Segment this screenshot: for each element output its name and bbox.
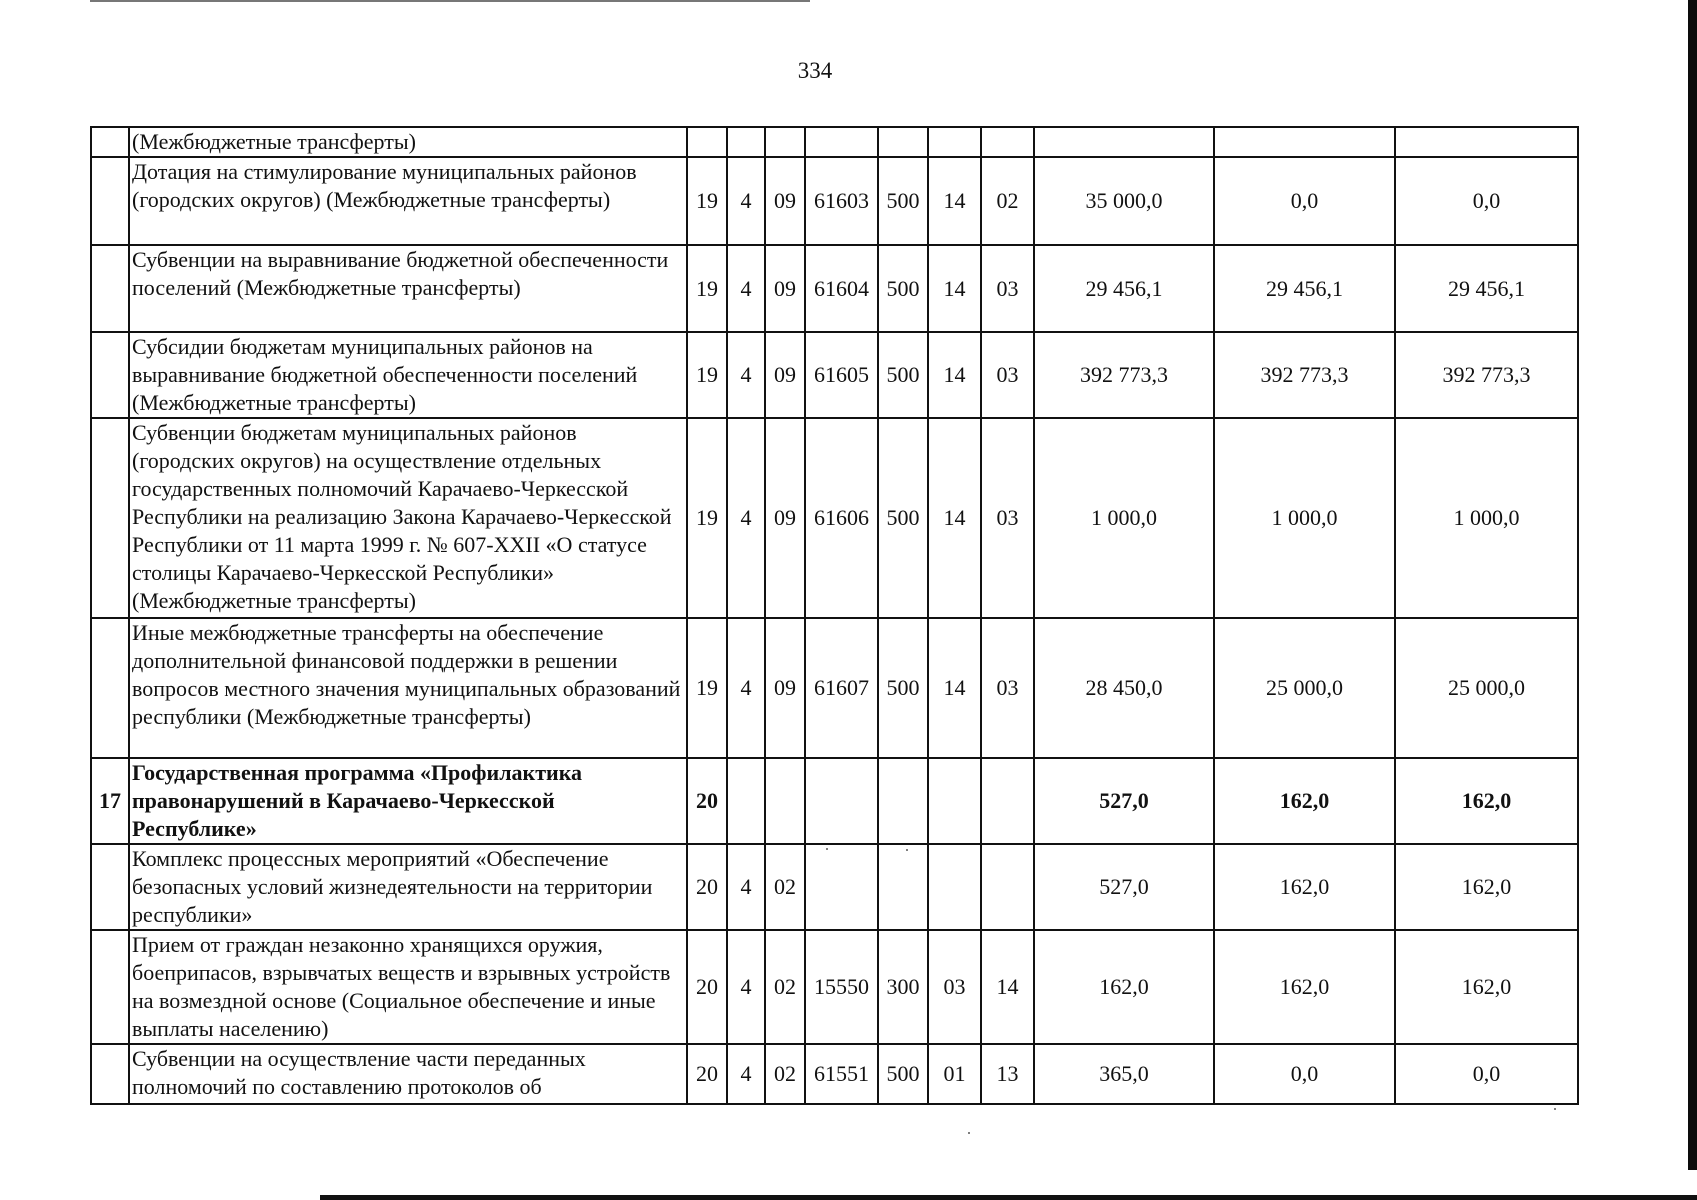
table-row <box>91 418 1578 618</box>
amount-cell: 29 456,1 <box>1395 245 1578 332</box>
code-cell: 14 <box>928 618 981 758</box>
amount-cell: 527,0 <box>1034 844 1214 930</box>
code-cell: 09 <box>765 618 805 758</box>
row-number <box>91 157 129 245</box>
code-cell: 03 <box>981 618 1034 758</box>
code-cell: 500 <box>878 157 928 245</box>
table-row <box>91 127 1578 157</box>
item-name: Субвенции бюджетам муниципальных районов (городских округов) на осуществление отдельных государственных полномочий Карачаево-Черкесской Республики на реализацию Закона Карачаево-Черкесской Республики от 11 марта 1999 г. № 607-XXII «О статусе столицы Карачаево-Черкесской Республики» (Межбюджетные трансферты) <box>129 418 687 618</box>
row-number <box>91 930 129 1044</box>
code-cell: 20 <box>687 844 727 930</box>
table-row <box>91 930 1578 1044</box>
amount-cell: 1 000,0 <box>1034 418 1214 618</box>
table-row <box>91 332 1578 418</box>
item-name: Прием от граждан незаконно хранящихся оружия, боеприпасов, взрывчатых веществ и взрывных устройств на возмездной основе (Социальное обеспечение и иные выплаты населению) <box>129 930 687 1044</box>
code-cell: 4 <box>727 245 765 332</box>
code-cell <box>878 844 928 930</box>
amount-cell: 392 773,3 <box>1034 332 1214 418</box>
code-cell: 14 <box>928 245 981 332</box>
code-cell: 03 <box>981 245 1034 332</box>
code-cell: 19 <box>687 618 727 758</box>
amount-cell: 29 456,1 <box>1034 245 1214 332</box>
code-cell <box>765 127 805 157</box>
row-number <box>91 418 129 618</box>
code-cell: 61603 <box>805 157 878 245</box>
item-name: Субвенции на осуществление части переданных полномочий по составлению протоколов об <box>129 1044 687 1104</box>
table-row <box>91 618 1578 758</box>
code-cell: 03 <box>981 418 1034 618</box>
amount-cell: 0,0 <box>1214 1044 1395 1104</box>
item-name: Комплекс процессных мероприятий «Обеспечение безопасных условий жизнедеятельности на территории республики» <box>129 844 687 930</box>
amount-cell: 162,0 <box>1214 758 1395 844</box>
code-cell: 19 <box>687 418 727 618</box>
amount-cell: 25 000,0 <box>1214 618 1395 758</box>
amount-cell: 392 773,3 <box>1395 332 1578 418</box>
table-row-program <box>91 758 1578 844</box>
amount-cell: 527,0 <box>1034 758 1214 844</box>
scan-speck <box>1554 1108 1556 1110</box>
code-cell: 03 <box>928 930 981 1044</box>
code-cell: 03 <box>981 332 1034 418</box>
table-row <box>91 844 1578 930</box>
amount-cell: 162,0 <box>1395 930 1578 1044</box>
code-cell <box>727 758 765 844</box>
scan-edge-right <box>1688 0 1697 1170</box>
code-cell <box>765 758 805 844</box>
code-cell: 61606 <box>805 418 878 618</box>
code-cell: 09 <box>765 245 805 332</box>
code-cell: 4 <box>727 930 765 1044</box>
row-number: 17 <box>91 758 129 844</box>
item-name: Субвенции на выравнивание бюджетной обеспеченности поселений (Межбюджетные трансферты) <box>129 245 687 332</box>
amount-cell: 1 000,0 <box>1395 418 1578 618</box>
code-cell: 4 <box>727 332 765 418</box>
code-cell: 500 <box>878 245 928 332</box>
budget-table <box>90 126 1579 1105</box>
code-cell <box>981 758 1034 844</box>
item-name: Иные межбюджетные трансферты на обеспечение дополнительной финансовой поддержки в решении вопросов местного значения муниципальных образований республики (Межбюджетные трансферты) <box>129 618 687 758</box>
amount-cell: 29 456,1 <box>1214 245 1395 332</box>
code-cell <box>981 844 1034 930</box>
code-cell: 61607 <box>805 618 878 758</box>
code-cell: 61605 <box>805 332 878 418</box>
code-cell: 19 <box>687 157 727 245</box>
table-row <box>91 1044 1578 1104</box>
code-cell: 14 <box>928 418 981 618</box>
code-cell <box>805 844 878 930</box>
code-cell: 01 <box>928 1044 981 1104</box>
amount-cell: 162,0 <box>1214 844 1395 930</box>
code-cell: 13 <box>981 1044 1034 1104</box>
code-cell: 20 <box>687 758 727 844</box>
code-cell: 61551 <box>805 1044 878 1104</box>
code-cell: 15550 <box>805 930 878 1044</box>
item-name: Субсидии бюджетам муниципальных районов на выравнивание бюджетной обеспеченности поселений (Межбюджетные трансферты) <box>129 332 687 418</box>
code-cell <box>928 127 981 157</box>
code-cell: 14 <box>928 332 981 418</box>
code-cell: 02 <box>981 157 1034 245</box>
code-cell: 02 <box>765 930 805 1044</box>
code-cell <box>928 844 981 930</box>
amount-cell: 392 773,3 <box>1214 332 1395 418</box>
amount-cell: 162,0 <box>1395 758 1578 844</box>
scan-speck <box>968 1132 970 1134</box>
amount-cell: 1 000,0 <box>1214 418 1395 618</box>
row-number <box>91 127 129 157</box>
code-cell: 500 <box>878 332 928 418</box>
code-cell: 19 <box>687 332 727 418</box>
code-cell: 02 <box>765 1044 805 1104</box>
item-name: (Межбюджетные трансферты) <box>129 127 687 157</box>
amount-cell: 162,0 <box>1034 930 1214 1044</box>
code-cell: 500 <box>878 418 928 618</box>
code-cell <box>878 758 928 844</box>
scan-speck <box>906 849 908 851</box>
code-cell: 4 <box>727 1044 765 1104</box>
amount-cell <box>1395 127 1578 157</box>
code-cell: 09 <box>765 418 805 618</box>
page-number: 334 <box>797 58 833 83</box>
row-number <box>91 1044 129 1104</box>
code-cell: 20 <box>687 930 727 1044</box>
code-cell: 61604 <box>805 245 878 332</box>
amount-cell: 28 450,0 <box>1034 618 1214 758</box>
code-cell: 4 <box>727 157 765 245</box>
code-cell: 4 <box>727 618 765 758</box>
amount-cell: 0,0 <box>1395 157 1578 245</box>
program-name: Государственная программа «Профилактика правонарушений в Карачаево-Черкесской Республике» <box>129 758 687 844</box>
item-name: Дотация на стимулирование муниципальных районов (городских округов) (Межбюджетные трансферты) <box>129 157 687 245</box>
code-cell: 4 <box>727 418 765 618</box>
amount-cell: 35 000,0 <box>1034 157 1214 245</box>
row-number <box>91 332 129 418</box>
row-number <box>91 844 129 930</box>
code-cell: 500 <box>878 618 928 758</box>
code-cell <box>805 127 878 157</box>
amount-cell: 365,0 <box>1034 1044 1214 1104</box>
code-cell: 20 <box>687 1044 727 1104</box>
code-cell: 4 <box>727 844 765 930</box>
table-row <box>91 157 1578 245</box>
scan-speck <box>826 848 828 850</box>
scan-edge-top <box>90 0 810 2</box>
amount-cell: 0,0 <box>1214 157 1395 245</box>
code-cell: 14 <box>928 157 981 245</box>
code-cell <box>878 127 928 157</box>
scan-edge-bottom <box>320 1195 1697 1200</box>
amount-cell <box>1214 127 1395 157</box>
code-cell: 09 <box>765 157 805 245</box>
amount-cell: 0,0 <box>1395 1044 1578 1104</box>
code-cell: 09 <box>765 332 805 418</box>
code-cell: 02 <box>765 844 805 930</box>
amount-cell: 162,0 <box>1395 844 1578 930</box>
amount-cell: 25 000,0 <box>1395 618 1578 758</box>
code-cell <box>727 127 765 157</box>
code-cell: 14 <box>981 930 1034 1044</box>
row-number <box>91 618 129 758</box>
code-cell <box>928 758 981 844</box>
code-cell <box>981 127 1034 157</box>
amount-cell <box>1034 127 1214 157</box>
code-cell <box>687 127 727 157</box>
code-cell <box>805 758 878 844</box>
row-number <box>91 245 129 332</box>
code-cell: 300 <box>878 930 928 1044</box>
amount-cell: 162,0 <box>1214 930 1395 1044</box>
code-cell: 19 <box>687 245 727 332</box>
table-row <box>91 245 1578 332</box>
code-cell: 500 <box>878 1044 928 1104</box>
